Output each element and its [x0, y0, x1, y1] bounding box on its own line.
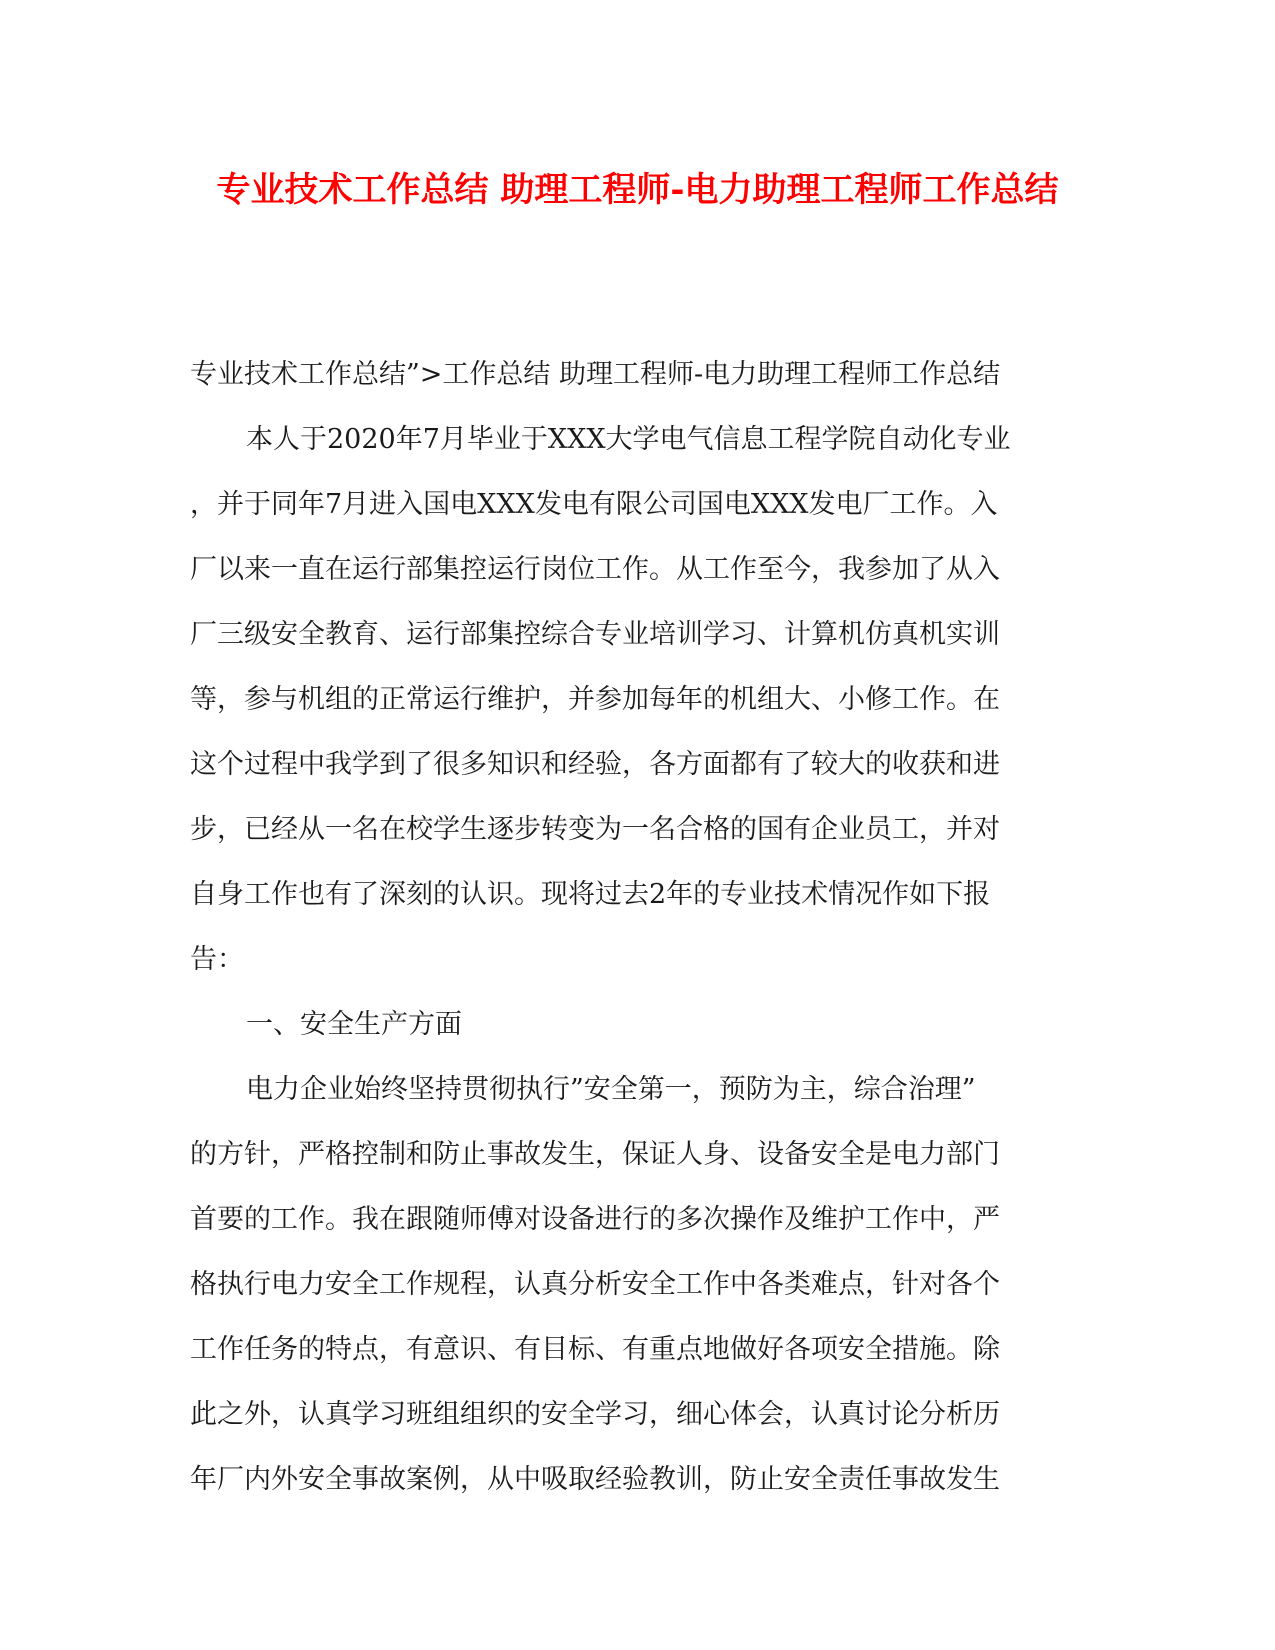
document-title: 专业技术工作总结 助理工程师-电力助理工程师工作总结: [216, 170, 1059, 210]
body-line: 的方针，严格控制和防止事故发生，保证人身、设备安全是电力部门: [190, 1139, 1000, 1170]
body-line: ，并于同年7月进入国电XXX发电有限公司国电XXX发电厂工作。入: [190, 489, 998, 520]
body-line: 本人于2020年7月毕业于XXX大学电气信息工程学院自动化专业: [246, 424, 1011, 455]
body-line: 告：: [190, 944, 244, 975]
body-line: 厂以来一直在运行部集控运行岗位工作。从工作至今，我参加了从入: [190, 554, 1000, 585]
section-heading: 一、安全生产方面: [246, 1009, 462, 1040]
body-line: 格执行电力安全工作规程，认真分析安全工作中各类难点，针对各个: [190, 1269, 1000, 1300]
body-line: 电力企业始终坚持贯彻执行”安全第一，预防为主，综合治理”: [246, 1074, 976, 1105]
body-line: 首要的工作。我在跟随师傅对设备进行的多次操作及维护工作中，严: [190, 1204, 1000, 1235]
body-line: 自身工作也有了深刻的认识。现将过去2年的专业技术情况作如下报: [190, 879, 991, 910]
body-line: 此之外，认真学习班组组织的安全学习，细心体会，认真讨论分析历: [190, 1399, 1000, 1430]
body-line: 厂三级安全教育、运行部集控综合专业培训学习、计算机仿真机实训: [190, 619, 1000, 650]
body-line: 专业技术工作总结”>工作总结 助理工程师-电力助理工程师工作总结: [190, 359, 1001, 390]
document-body: [190, 342, 1085, 1512]
body-line: 工作任务的特点，有意识、有目标、有重点地做好各项安全措施。除: [190, 1334, 1000, 1365]
body-line: 年厂内外安全事故案例，从中吸取经验教训，防止安全责任事故发生: [190, 1464, 1000, 1495]
body-line: 等，参与机组的正常运行维护，并参加每年的机组大、小修工作。在: [190, 684, 1000, 715]
body-line: 这个过程中我学到了很多知识和经验，各方面都有了较大的收获和进: [190, 749, 1000, 780]
body-line: 步，已经从一名在校学生逐步转变为一名合格的国有企业员工，并对: [190, 814, 1000, 845]
